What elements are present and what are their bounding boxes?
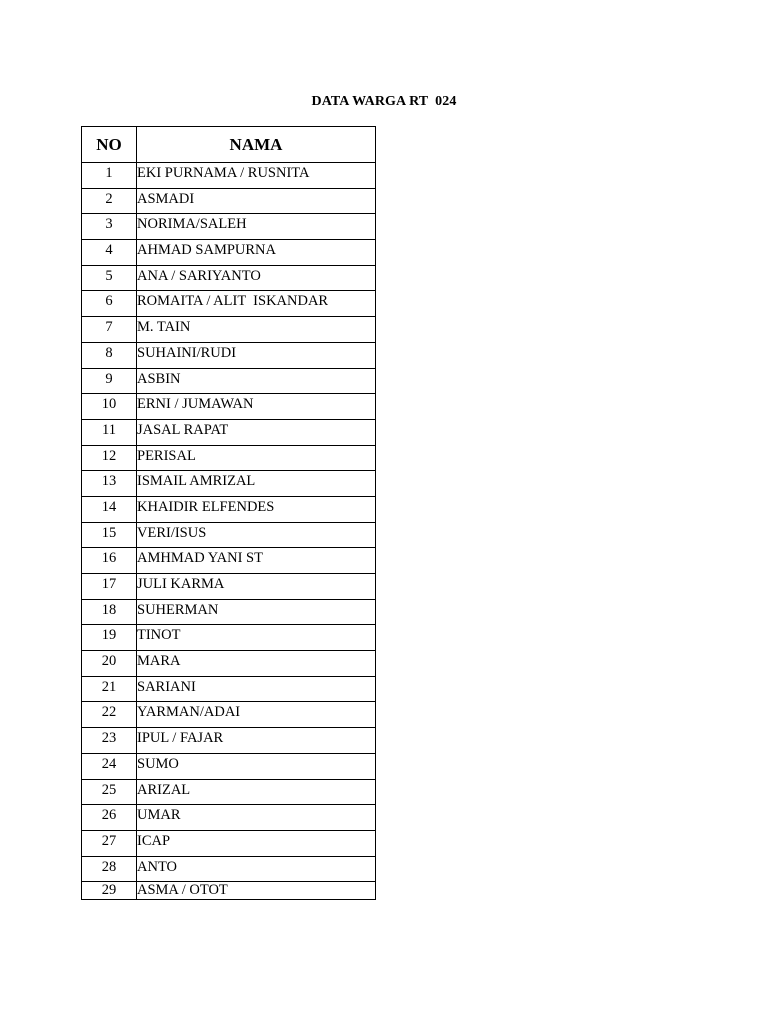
table-row [82,625,376,651]
resident-name-cell: EKI PURNAMA / RUSNITA [137,163,376,189]
table-row [82,830,376,856]
resident-name-cell: ASMADI [137,188,376,214]
row-number-cell: 23 [82,728,137,754]
row-number-cell: 13 [82,471,137,497]
resident-name-cell: NORIMA/SALEH [137,214,376,240]
table-row [82,317,376,343]
table-row [82,856,376,882]
resident-name-cell: MARA [137,651,376,677]
row-number-cell: 21 [82,676,137,702]
resident-name-cell: AMHMAD YANI ST [137,548,376,574]
row-number-cell: 19 [82,625,137,651]
table-row [82,496,376,522]
row-number-cell: 26 [82,805,137,831]
table-row [82,702,376,728]
table-body [82,163,376,900]
resident-name-cell: ASBIN [137,368,376,394]
row-number-cell: 1 [82,163,137,189]
table-row [82,368,376,394]
resident-name-cell: AHMAD SAMPURNA [137,240,376,266]
resident-name-cell: UMAR [137,805,376,831]
table-header-row [82,127,376,163]
table-row [82,445,376,471]
resident-name-cell: ROMAITA / ALIT ISKANDAR [137,291,376,317]
resident-name-cell: PERISAL [137,445,376,471]
table-row [82,548,376,574]
row-number-cell: 18 [82,599,137,625]
resident-name-cell: SUHAINI/RUDI [137,342,376,368]
row-number-cell: 29 [82,882,137,900]
row-number-cell: 25 [82,779,137,805]
row-number-cell: 3 [82,214,137,240]
resident-name-cell: ANTO [137,856,376,882]
row-number-cell: 10 [82,394,137,420]
row-number-cell: 5 [82,265,137,291]
table-row [82,522,376,548]
row-number-cell: 28 [82,856,137,882]
resident-name-cell: ICAP [137,830,376,856]
table-row [82,651,376,677]
resident-name-cell: ERNI / JUMAWAN [137,394,376,420]
resident-table [81,126,376,900]
table-row [82,342,376,368]
resident-name-cell: JULI KARMA [137,574,376,600]
resident-name-cell: ARIZAL [137,779,376,805]
row-number-cell: 2 [82,188,137,214]
row-number-cell: 24 [82,753,137,779]
document-title: DATA WARGA RT 024 [311,94,457,109]
row-number-cell: 6 [82,291,137,317]
row-number-cell: 14 [82,496,137,522]
row-number-cell: 17 [82,574,137,600]
table-row [82,291,376,317]
resident-name-cell: ANA / SARIYANTO [137,265,376,291]
resident-name-cell: M. TAIN [137,317,376,343]
table-row [82,882,376,900]
table-row [82,471,376,497]
table-row [82,728,376,754]
table-row [82,419,376,445]
table-row [82,753,376,779]
resident-name-cell: SARIANI [137,676,376,702]
column-header-nama: NAMA [137,127,376,163]
table-row [82,599,376,625]
resident-name-cell: IPUL / FAJAR [137,728,376,754]
resident-name-cell: ISMAIL AMRIZAL [137,471,376,497]
resident-name-cell: VERI/ISUS [137,522,376,548]
table-row [82,265,376,291]
resident-name-cell: TINOT [137,625,376,651]
table-row [82,163,376,189]
resident-name-cell: ASMA / OTOT [137,882,376,900]
table-row [82,805,376,831]
table-row [82,240,376,266]
row-number-cell: 15 [82,522,137,548]
table-row [82,188,376,214]
table-row [82,676,376,702]
row-number-cell: 27 [82,830,137,856]
row-number-cell: 20 [82,651,137,677]
resident-name-cell: YARMAN/ADAI [137,702,376,728]
resident-name-cell: SUMO [137,753,376,779]
table-row [82,574,376,600]
row-number-cell: 9 [82,368,137,394]
resident-name-cell: JASAL RAPAT [137,419,376,445]
row-number-cell: 12 [82,445,137,471]
row-number-cell: 11 [82,419,137,445]
row-number-cell: 4 [82,240,137,266]
column-header-no: NO [82,127,137,163]
table-row [82,394,376,420]
resident-name-cell: KHAIDIR ELFENDES [137,496,376,522]
row-number-cell: 22 [82,702,137,728]
table-row [82,779,376,805]
row-number-cell: 7 [82,317,137,343]
row-number-cell: 8 [82,342,137,368]
table-row [82,214,376,240]
resident-name-cell: SUHERMAN [137,599,376,625]
row-number-cell: 16 [82,548,137,574]
